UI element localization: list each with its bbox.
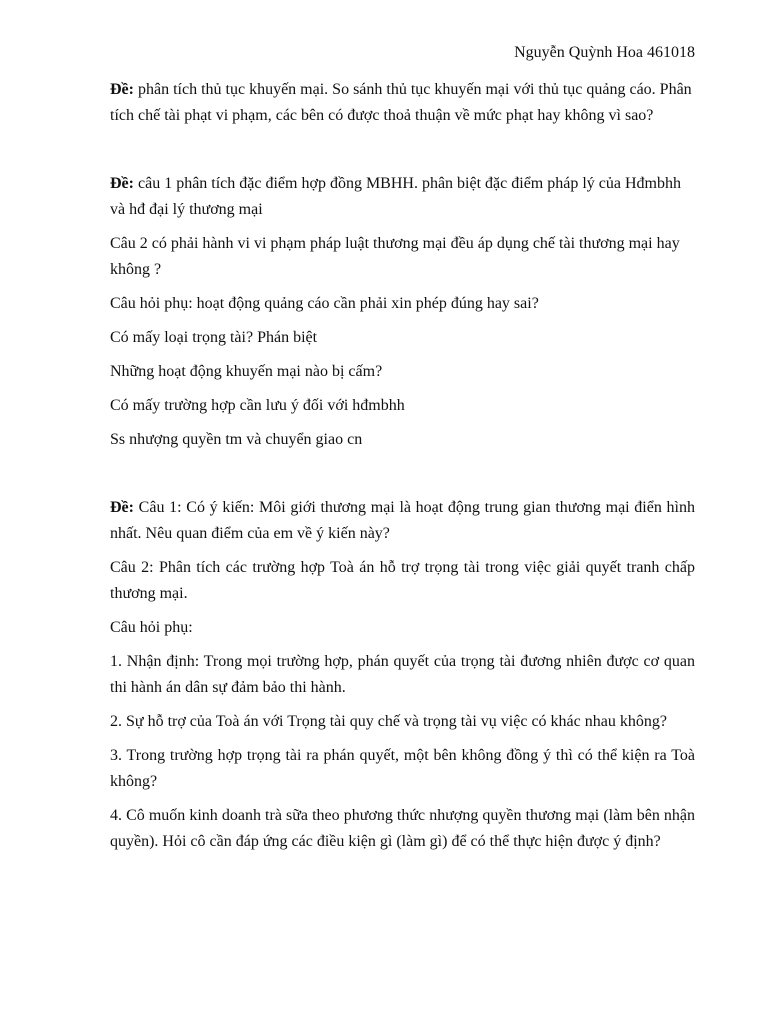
exam-label: Đề: [110, 81, 134, 98]
author-header: Nguyễn Quỳnh Hoa 461018 [514, 44, 695, 61]
exam-3-question: 2. Sự hỗ trợ của Toà án với Trọng tài quy chế và trọng tài vụ việc có khác nhau không? [110, 713, 667, 730]
exam-3-question: 3. Trong trường hợp trọng tài ra phán quyết, một bên không đồng ý thì có thể kiện ra Toà không? [110, 747, 695, 790]
exam-2-question: Có mấy loại trọng tài? Phán biệt [110, 329, 318, 346]
document-body [110, 77, 695, 863]
exam-2-prompt [110, 171, 695, 223]
exam-3-question: Câu 2: Phân tích các trường hợp Toà án hỗ trợ trọng tài trong việc giải quyết tranh chấp thương mại. [110, 559, 695, 602]
exam-3-question: 4. Cô muốn kinh doanh trà sữa theo phương thức nhượng quyền thương mại (làm bên nhận quyền). Hỏi cô cần đáp ứng các điều kiện gì (làm gì) để có thể thực hiện được ý định? [110, 807, 695, 850]
section-gap [110, 461, 695, 495]
exam-label: Đề: [110, 175, 134, 192]
exam-2-question: Ss nhượng quyền tm và chuyển giao cn [110, 431, 363, 448]
exam-label: Đề: [110, 499, 134, 516]
exam-2-question: Có mấy trường hợp cần lưu ý đối với hđmbhh [110, 397, 405, 414]
section-gap [110, 137, 695, 171]
exam-1-prompt [110, 77, 695, 129]
exam-text: phân tích thủ tục khuyến mại. So sánh thủ tục khuyến mại với thủ tục quảng cáo. Phân tích chế tài phạt vi phạm, các bên có được thoả thuận về mức phạt hay không vì sao? [110, 81, 692, 124]
exam-2-question: Câu hỏi phụ: hoạt động quảng cáo cần phải xin phép đúng hay sai? [110, 295, 539, 312]
exam-3-question: 1. Nhận định: Trong mọi trường hợp, phán quyết của trọng tài đương nhiên được cơ quan thi hành án dân sự đảm bảo thi hành. [110, 653, 695, 696]
exam-3-question: Câu hỏi phụ: [110, 619, 193, 636]
exam-3-prompt [110, 495, 695, 547]
exam-2-question: Câu 2 có phải hành vi vi phạm pháp luật thương mại đều áp dụng chế tài thương mại hay không ? [110, 235, 680, 278]
exam-text: Câu 1: Có ý kiến: Môi giới thương mại là hoạt động trung gian thương mại điển hình nhất. Nêu quan điểm của em về ý kiến này? [110, 499, 695, 542]
exam-2-question: Những hoạt động khuyến mại nào bị cấm? [110, 363, 383, 380]
exam-text: câu 1 phân tích đặc điểm hợp đồng MBHH. phân biệt đặc điểm pháp lý của Hđmbhh và hđ đại lý thương mại [110, 175, 681, 218]
